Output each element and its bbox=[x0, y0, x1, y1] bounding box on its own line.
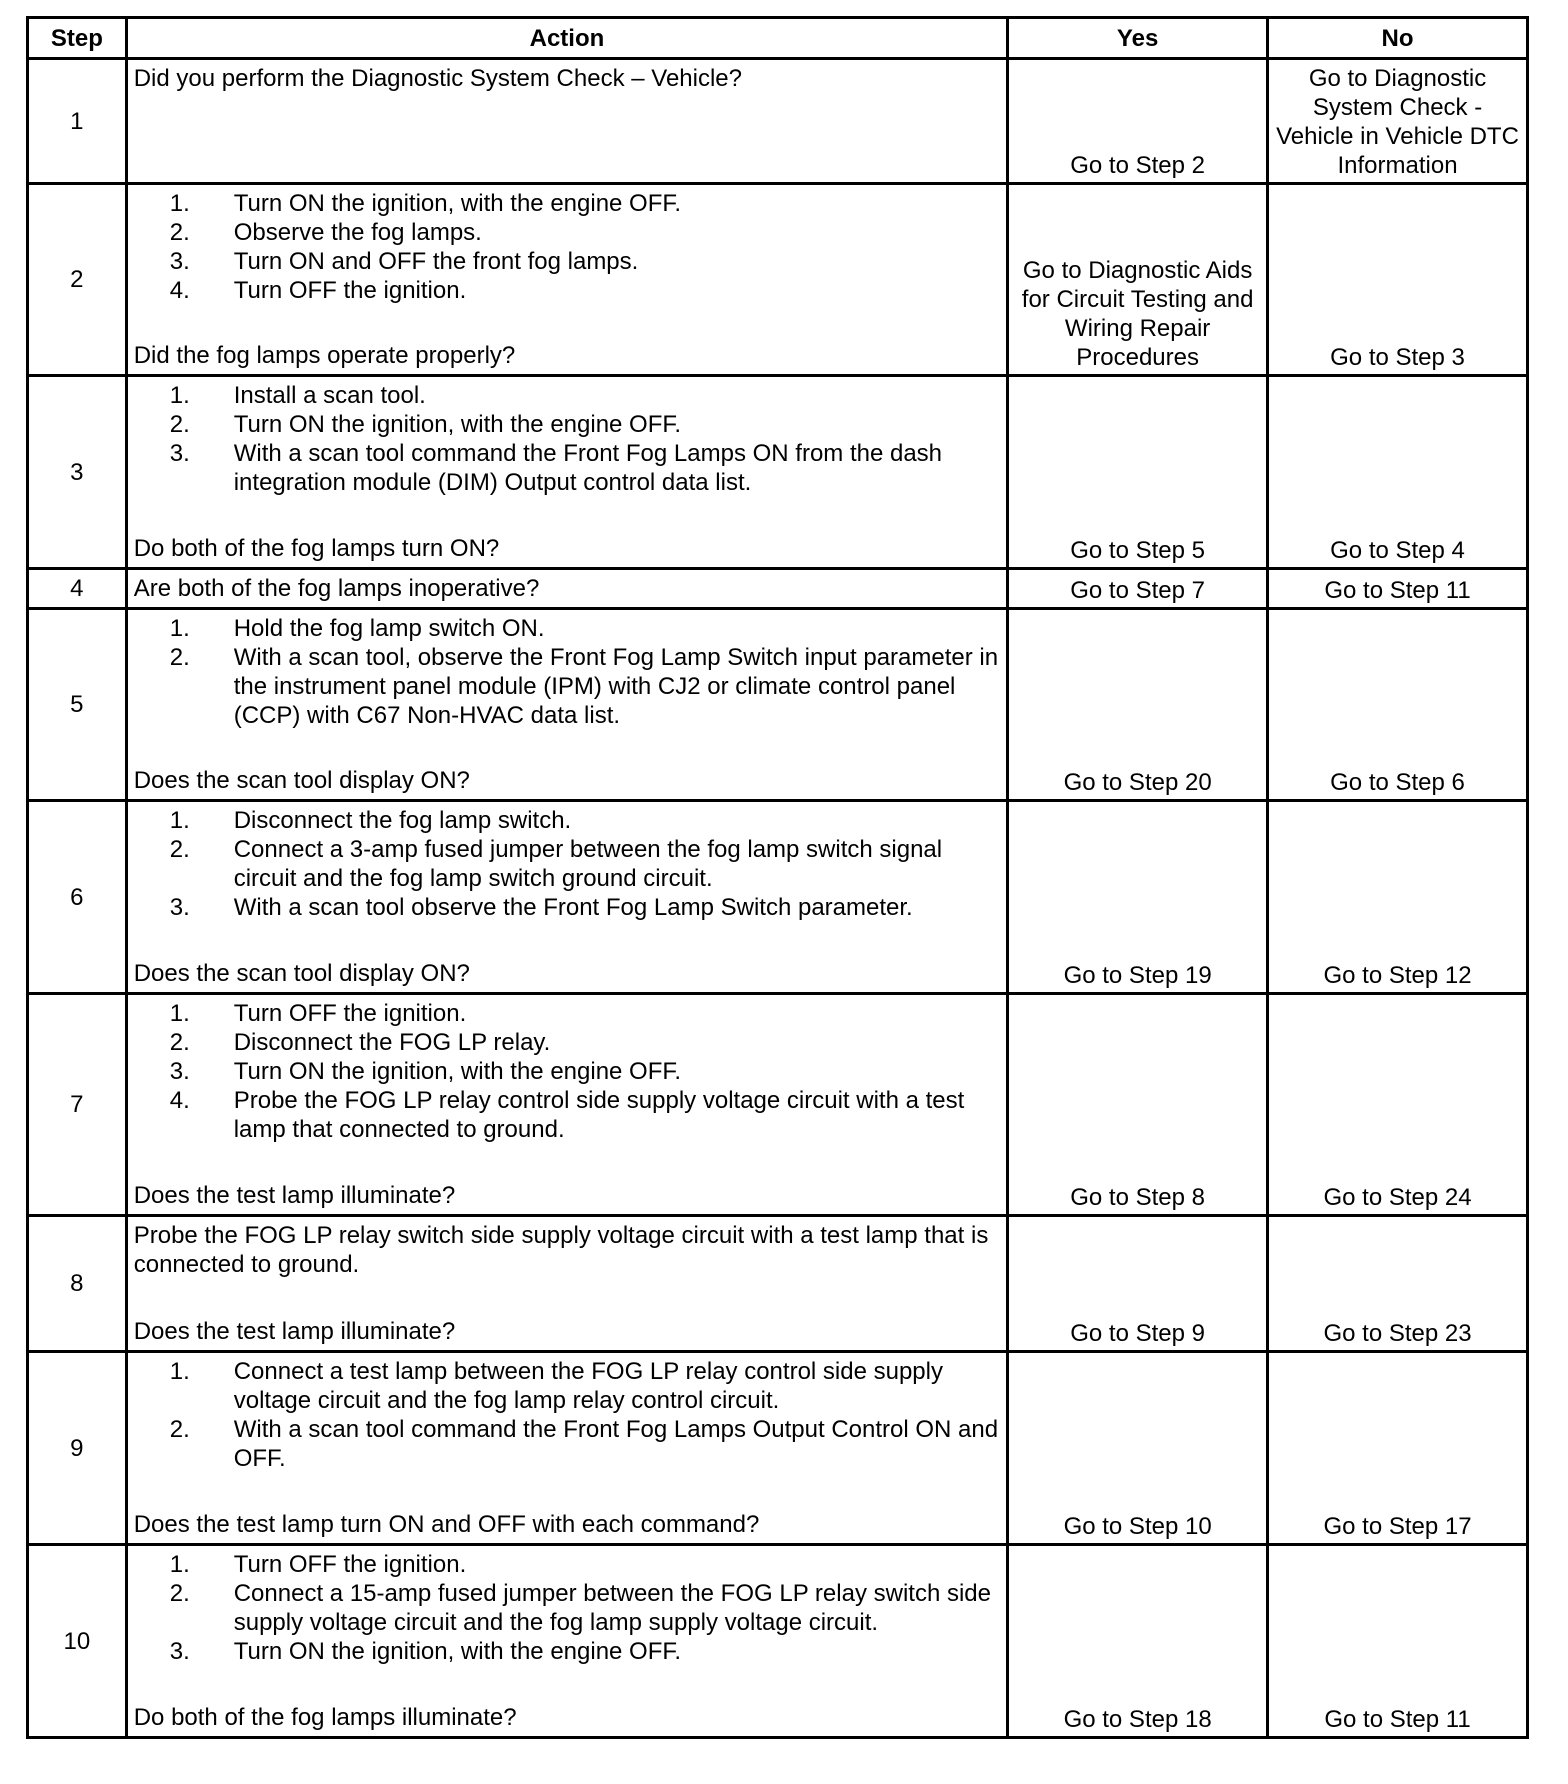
action-step-item: Install a scan tool. bbox=[233, 382, 426, 409]
action-cell bbox=[126, 569, 1007, 609]
action-step-item: Probe the FOG LP relay control side supply voltage circuit with a test lamp that connected to ground. bbox=[233, 1087, 965, 1143]
action-cell bbox=[126, 1216, 1007, 1352]
step-number: 8 bbox=[28, 1216, 127, 1352]
action-content bbox=[134, 614, 1000, 795]
action-step-item: Turn ON the ignition, with the engine OFF. bbox=[233, 1638, 682, 1665]
action-instructions bbox=[134, 806, 1000, 922]
table-row bbox=[28, 59, 1528, 184]
action-step-item: Observe the fog lamps. bbox=[233, 219, 482, 246]
yes-result: Go to Step 2 bbox=[1008, 59, 1268, 184]
action-step-item: Connect a test lamp between the FOG LP relay control side supply voltage circuit and the fog lamp relay control circuit. bbox=[233, 1358, 943, 1414]
table-row bbox=[28, 569, 1528, 609]
table-row bbox=[28, 184, 1528, 376]
header-action: Action bbox=[126, 18, 1007, 59]
yes-result: Go to Step 8 bbox=[1008, 994, 1268, 1216]
no-result: Go to Step 17 bbox=[1268, 1352, 1528, 1545]
action-question: Did the fog lamps operate properly? bbox=[133, 342, 516, 369]
action-cell bbox=[126, 1352, 1007, 1545]
action-step-item: Disconnect the fog lamp switch. bbox=[233, 807, 572, 834]
no-result: Go to Step 3 bbox=[1268, 184, 1528, 376]
yes-result: Go to Step 9 bbox=[1008, 1216, 1268, 1352]
table-header-row bbox=[28, 18, 1528, 59]
action-question: Do both of the fog lamps illuminate? bbox=[133, 1704, 517, 1731]
action-step-item: With a scan tool command the Front Fog Lamps Output Control ON and OFF. bbox=[233, 1416, 999, 1472]
action-step-list bbox=[134, 999, 1000, 1144]
action-step-item: With a scan tool command the Front Fog Lamps ON from the dash integration module (DIM) Output control data list. bbox=[233, 440, 943, 496]
no-result: Go to Step 6 bbox=[1268, 609, 1528, 801]
step-number: 9 bbox=[28, 1352, 127, 1545]
action-step-list bbox=[134, 614, 1000, 730]
action-cell bbox=[126, 184, 1007, 376]
table-row bbox=[28, 609, 1528, 801]
action-instructions bbox=[134, 1550, 1000, 1666]
action-cell bbox=[126, 376, 1007, 569]
table-row bbox=[28, 1545, 1528, 1738]
diagnostic-table bbox=[26, 16, 1529, 1739]
step-number: 2 bbox=[28, 184, 127, 376]
action-step-list bbox=[134, 381, 1000, 497]
action-step-list bbox=[134, 1550, 1000, 1666]
step-number: 6 bbox=[28, 801, 127, 994]
action-question: Does the test lamp illuminate? bbox=[133, 1318, 456, 1345]
action-content bbox=[134, 574, 1000, 603]
action-question: Does the scan tool display ON? bbox=[133, 960, 470, 987]
action-step-item: Connect a 3-amp fused jumper between the fog lamp switch signal circuit and the fog lamp switch ground circuit. bbox=[233, 836, 943, 892]
action-step-item: With a scan tool observe the Front Fog Lamp Switch parameter. bbox=[233, 894, 913, 921]
action-step-item: Turn ON and OFF the front fog lamps. bbox=[233, 248, 639, 275]
action-question: Does the scan tool display ON? bbox=[133, 767, 470, 794]
action-question: Does the test lamp illuminate? bbox=[133, 1182, 456, 1209]
action-text: Did you perform the Diagnostic System Check – Vehicle? bbox=[133, 65, 743, 92]
no-result: Go to Step 4 bbox=[1268, 376, 1528, 569]
action-question: Does the test lamp turn ON and OFF with each command? bbox=[133, 1511, 760, 1538]
no-result: Go to Step 11 bbox=[1268, 1545, 1528, 1738]
action-content bbox=[134, 1357, 1000, 1539]
action-cell bbox=[126, 1545, 1007, 1738]
action-step-item: Turn OFF the ignition. bbox=[233, 1551, 467, 1578]
action-content bbox=[134, 806, 1000, 988]
table-row bbox=[28, 376, 1528, 569]
action-step-item: Hold the fog lamp switch ON. bbox=[233, 615, 545, 642]
no-result: Go to Step 11 bbox=[1268, 569, 1528, 609]
table-row bbox=[28, 1352, 1528, 1545]
step-number: 4 bbox=[28, 569, 127, 609]
action-cell bbox=[126, 801, 1007, 994]
action-content bbox=[134, 1221, 1000, 1346]
step-number: 5 bbox=[28, 609, 127, 801]
action-step-item: Turn ON the ignition, with the engine OFF. bbox=[233, 1058, 682, 1085]
action-instructions bbox=[134, 999, 1000, 1144]
action-cell bbox=[126, 609, 1007, 801]
action-instructions bbox=[134, 574, 1000, 603]
yes-result: Go to Step 20 bbox=[1008, 609, 1268, 801]
no-result: Go to Step 12 bbox=[1268, 801, 1528, 994]
action-step-item: Connect a 15-amp fused jumper between the FOG LP relay switch side supply voltage circuit and the fog lamp supply voltage circuit. bbox=[233, 1580, 991, 1636]
action-cell bbox=[126, 994, 1007, 1216]
action-cell bbox=[126, 59, 1007, 184]
diagnostic-table-container bbox=[26, 16, 1529, 1739]
action-instructions bbox=[134, 64, 1000, 93]
header-yes: Yes bbox=[1008, 18, 1268, 59]
no-result: Go to Diagnostic System Check - Vehicle in Vehicle DTC Information bbox=[1268, 59, 1528, 184]
action-content bbox=[134, 64, 1000, 177]
action-instructions bbox=[134, 381, 1000, 497]
yes-result: Go to Diagnostic Aids for Circuit Testing and Wiring Repair Procedures bbox=[1008, 184, 1268, 376]
no-result: Go to Step 24 bbox=[1268, 994, 1528, 1216]
action-step-item: Turn ON the ignition, with the engine OFF. bbox=[233, 411, 682, 438]
yes-result: Go to Step 5 bbox=[1008, 376, 1268, 569]
yes-result: Go to Step 10 bbox=[1008, 1352, 1268, 1545]
step-number: 1 bbox=[28, 59, 127, 184]
yes-result: Go to Step 18 bbox=[1008, 1545, 1268, 1738]
action-step-item: Disconnect the FOG LP relay. bbox=[233, 1029, 551, 1056]
action-content bbox=[134, 999, 1000, 1210]
yes-result: Go to Step 7 bbox=[1008, 569, 1268, 609]
action-step-list bbox=[134, 1357, 1000, 1473]
action-instructions bbox=[134, 189, 1000, 305]
table-row bbox=[28, 801, 1528, 994]
action-text: Are both of the fog lamps inoperative? bbox=[133, 575, 540, 602]
action-content bbox=[134, 1550, 1000, 1732]
table-row bbox=[28, 994, 1528, 1216]
no-result: Go to Step 23 bbox=[1268, 1216, 1528, 1352]
action-instructions bbox=[134, 614, 1000, 730]
action-content bbox=[134, 189, 1000, 370]
action-step-item: Turn ON the ignition, with the engine OFF. bbox=[233, 190, 682, 217]
action-instructions bbox=[134, 1357, 1000, 1473]
action-question: Do both of the fog lamps turn ON? bbox=[133, 535, 500, 562]
action-content bbox=[134, 381, 1000, 563]
step-number: 3 bbox=[28, 376, 127, 569]
header-step: Step bbox=[28, 18, 127, 59]
action-text: Probe the FOG LP relay switch side supply voltage circuit with a test lamp that is connected to ground. bbox=[133, 1222, 989, 1278]
table-row bbox=[28, 1216, 1528, 1352]
action-step-list bbox=[134, 189, 1000, 305]
step-number: 10 bbox=[28, 1545, 127, 1738]
header-no: No bbox=[1268, 18, 1528, 59]
action-step-item: Turn OFF the ignition. bbox=[233, 1000, 467, 1027]
step-number: 7 bbox=[28, 994, 127, 1216]
action-step-item: With a scan tool, observe the Front Fog Lamp Switch input parameter in the instrument panel module (IPM) with CJ2 or climate control panel (CCP) with C67 Non-HVAC data list. bbox=[233, 644, 999, 729]
yes-result: Go to Step 19 bbox=[1008, 801, 1268, 994]
action-instructions bbox=[134, 1221, 1000, 1279]
action-step-item: Turn OFF the ignition. bbox=[233, 277, 467, 304]
action-step-list bbox=[134, 806, 1000, 922]
